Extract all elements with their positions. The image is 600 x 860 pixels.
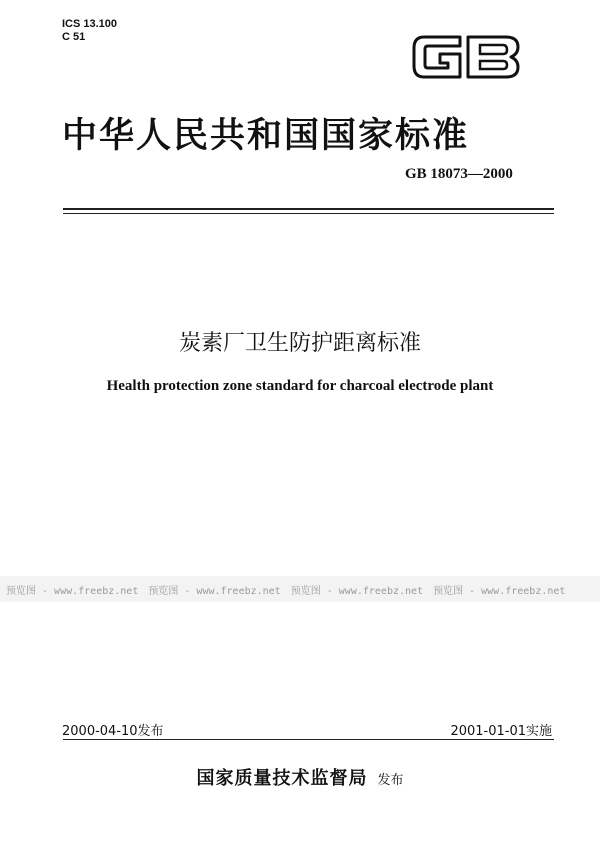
watermark-text: 预览图 - www.freebz.net [290,585,424,597]
standard-number: GB 18073—2000 [405,166,513,182]
watermark-text: 预览图 - www.freebz.net [148,585,281,597]
watermark-text: 预览图 - www.freebz.net [6,585,139,597]
publisher-action: 发布 [377,773,404,788]
ccs-code: C 51 [62,31,86,43]
watermark-text: 预览图 - www.freebz.net [433,585,566,597]
gb-logo-letter-g [414,37,460,77]
document-title-chinese: 炭素厂卫生防护距离标准 [178,331,421,356]
header-divider-thin [63,213,554,214]
gb-logo-text: GB [465,60,467,61]
preview-watermark-band [0,576,600,602]
document-title-english: Health protection zone standard for charcoal electrode plant [106,378,494,394]
ics-code: ICS 13.100 [62,18,118,30]
national-standard-heading: 中华人民共和国国家标准 [62,115,470,156]
issue-date: 2000-04-10发布 [62,724,164,739]
publisher-name: 国家质量技术监督局 [196,768,368,789]
publisher-line [0,764,600,790]
implementation-date: 2001-01-01实施 [450,724,552,739]
footer-divider [63,739,554,740]
classification-codes [62,18,117,44]
gb-logo-letter-b [468,37,518,77]
gb-logo [410,30,522,84]
header-divider-thick [63,208,554,210]
